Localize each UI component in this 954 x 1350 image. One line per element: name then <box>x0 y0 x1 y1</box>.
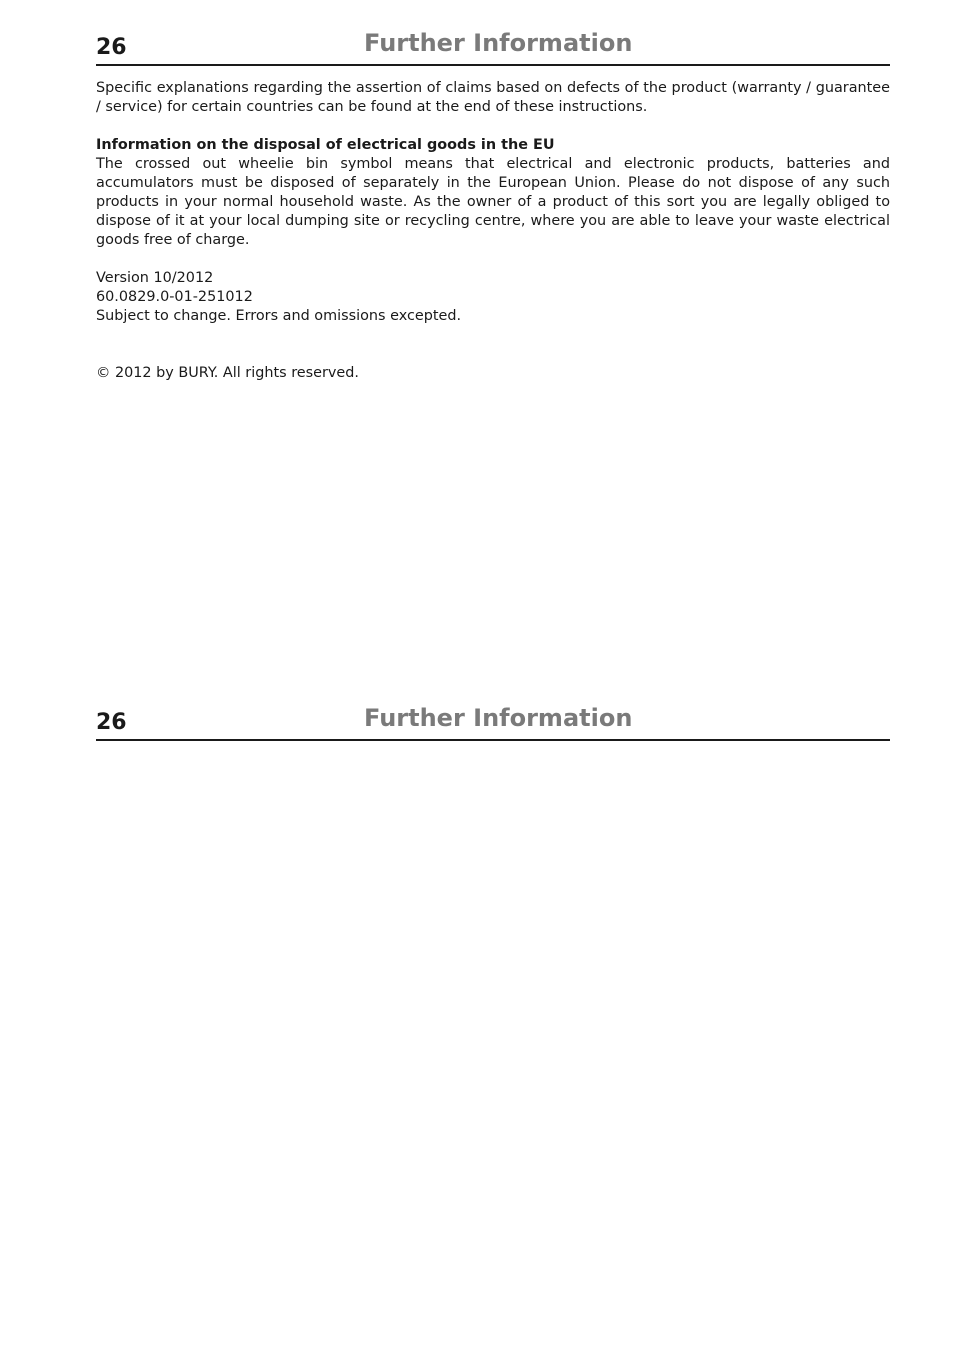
disposal-paragraph: The crossed out wheelie bin symbol means that electrical and electronic products, batteries and accumulators must be disposed of separately in the European Union. Please do not dispose of any such products in your normal household waste. As the owner of a product of this sort you are legally obliged to dispose of it at your local dumping site or recycling centre, where you are able to leave your waste electrical goods free of charge. <box>96 156 890 248</box>
page-number: 26 <box>96 710 127 735</box>
document-code: 60.0829.0-01-251012 <box>96 289 253 305</box>
disposal-heading: Information on the disposal of electrical goods in the EU <box>96 137 555 153</box>
page-title: Further Information <box>364 29 633 57</box>
page-title: Further Information <box>364 704 633 732</box>
intro-paragraph: Specific explanations regarding the assertion of claims based on defects of the product (warranty / guarantee / service) for certain countries can be found at the end of these instructions. <box>96 80 890 115</box>
second-page-header <box>96 699 890 741</box>
version-line: Version 10/2012 <box>96 270 214 286</box>
page-header <box>96 24 890 66</box>
copyright-notice: © 2012 by BURY. All rights reserved. <box>96 365 359 381</box>
page-number: 26 <box>96 35 127 60</box>
subject-to-change-note: Subject to change. Errors and omissions excepted. <box>96 308 462 324</box>
page-content <box>96 79 890 383</box>
